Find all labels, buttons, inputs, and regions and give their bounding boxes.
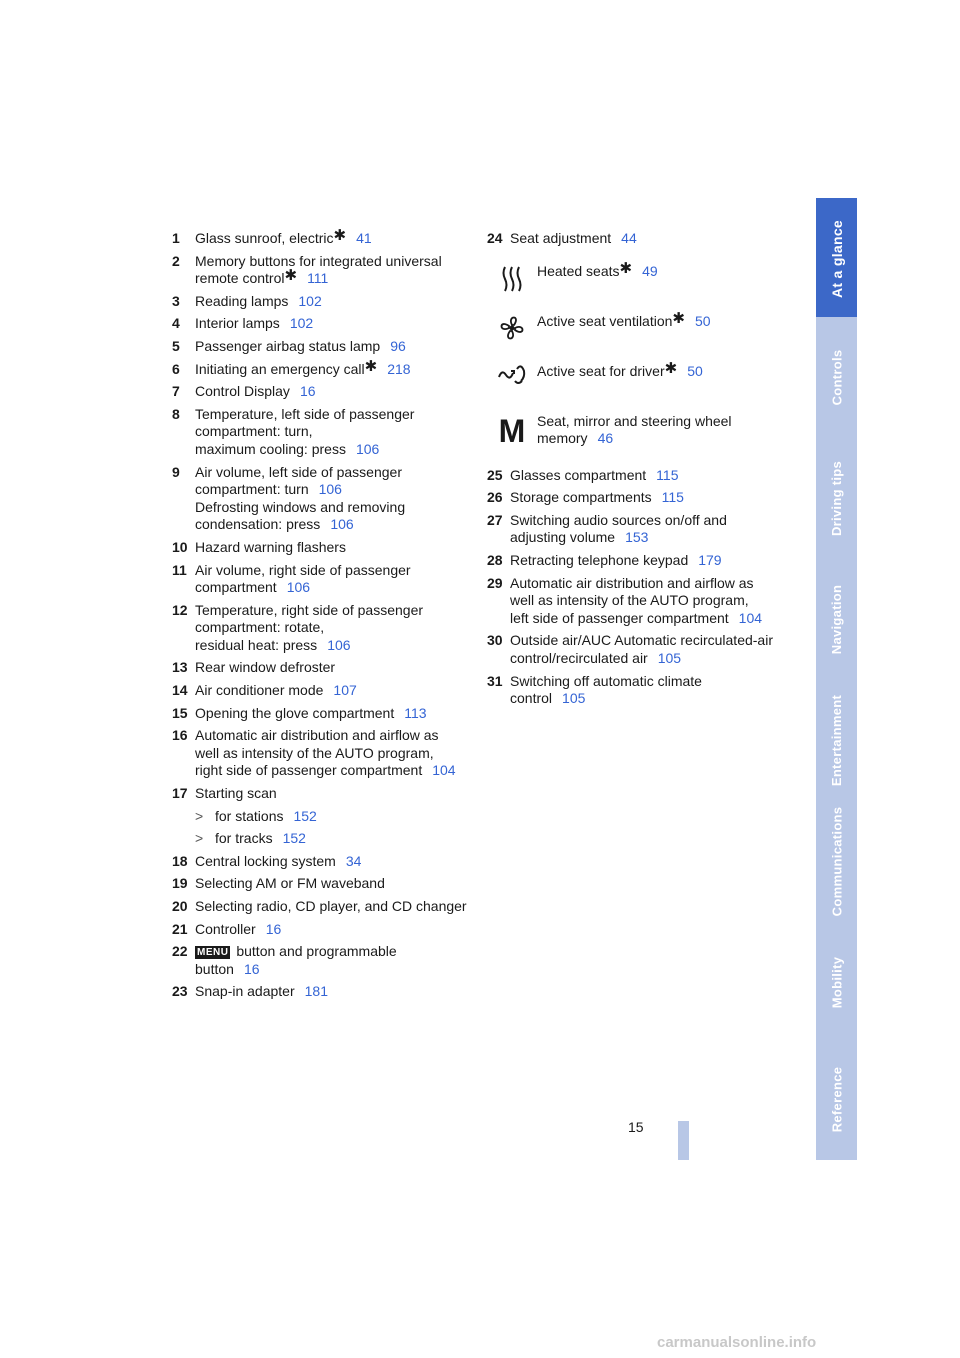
list-item: [172, 383, 472, 401]
item-line: Air volume, left side of passenger: [195, 463, 402, 480]
item-number: 3: [172, 292, 180, 309]
feature-text: Active seat for driver: [537, 362, 665, 379]
page-marker-bar: [678, 1121, 689, 1160]
item-line: compartment: rotate,: [195, 619, 325, 636]
page-ref-link[interactable]: 179: [698, 551, 722, 568]
item-line: Switching audio sources on/off and: [510, 511, 727, 528]
list-item: [172, 562, 472, 597]
list-item: [172, 875, 472, 893]
page-ref-link[interactable]: 115: [656, 466, 679, 483]
item-line: control/recirculated air: [510, 649, 648, 666]
page-ref-link[interactable]: 96: [390, 337, 406, 354]
list-item: [172, 943, 472, 978]
item-text: Glass sunroof, electric: [195, 230, 334, 246]
item-number: 17: [172, 785, 188, 802]
page-ref-link[interactable]: 152: [293, 807, 317, 824]
item-number: 18: [172, 852, 188, 869]
page-ref-link[interactable]: 46: [597, 430, 614, 447]
tab-at-a-glance[interactable]: [816, 198, 857, 319]
item-line: right side of passenger compartment: [195, 762, 423, 779]
item-number: 10: [172, 538, 188, 555]
right-column: [487, 230, 787, 713]
item-line: adjusting volume: [510, 529, 616, 546]
page-ref-link[interactable]: 44: [621, 230, 637, 246]
tab-controls[interactable]: [816, 317, 857, 438]
tab-mobility[interactable]: [816, 922, 857, 1043]
item-line: Outside air/AUC Automatic recirculated-air: [510, 632, 773, 649]
item-text: Seat adjustment: [510, 230, 612, 246]
list-item: [172, 682, 472, 700]
list-item: [172, 659, 472, 677]
item-number: 19: [172, 875, 188, 892]
item-number: 4: [172, 315, 180, 332]
page-ref-link[interactable]: 16: [243, 960, 260, 977]
list-item: [172, 338, 472, 356]
tab-label: Reference: [829, 1066, 845, 1133]
page-ref-link[interactable]: 49: [642, 262, 658, 279]
list-item: [172, 406, 472, 459]
list-item: [172, 539, 472, 557]
tab-label: Driving tips: [829, 460, 845, 537]
page-ref-link[interactable]: 181: [304, 983, 328, 1000]
list-item: [487, 489, 787, 507]
item-number: 13: [172, 659, 188, 676]
list-item: [487, 512, 787, 547]
item-line: button and programmable: [232, 943, 397, 960]
list-item: [487, 230, 787, 248]
page-ref-link[interactable]: 104: [432, 762, 456, 779]
page-ref-link[interactable]: 106: [318, 481, 342, 498]
feature-line: memory: [537, 430, 588, 447]
sub-list-item: [195, 808, 472, 826]
item-line: condensation: press: [195, 516, 321, 533]
seat-ventilation-icon: [487, 309, 537, 359]
item-number: 24: [487, 230, 503, 246]
item-line: Air volume, right side of passenger: [195, 561, 411, 578]
item-line: Automatic air distribution and airflow as: [510, 574, 754, 591]
memory-m-icon: M: [498, 412, 526, 449]
item-text: Control Display: [195, 383, 290, 400]
page-ref-link[interactable]: 107: [333, 682, 357, 699]
item-text: Initiating an emergency call: [195, 360, 365, 377]
item-number: 1: [172, 230, 180, 246]
item-number: 23: [172, 983, 188, 1000]
page-ref-link[interactable]: 115: [661, 489, 684, 506]
list-item: [172, 898, 472, 916]
bullet-icon: >: [195, 807, 204, 824]
page-ref-link[interactable]: 16: [265, 920, 282, 937]
item-number: 7: [172, 383, 180, 400]
item-text: for stations: [215, 807, 284, 824]
item-text: Controller: [195, 920, 256, 937]
seat-feature-row: [487, 359, 787, 409]
page-ref-link[interactable]: 102: [289, 315, 314, 332]
page-number: 15: [628, 1119, 644, 1135]
page-ref-link[interactable]: 102: [298, 292, 322, 309]
option-asterisk-icon: ✱: [333, 227, 347, 244]
tab-driving-tips[interactable]: [816, 438, 857, 559]
option-asterisk-icon: ✱: [672, 309, 685, 327]
item-line: control: [510, 690, 553, 707]
list-item: [172, 921, 472, 939]
tab-entertainment[interactable]: [816, 680, 857, 801]
left-column: [172, 227, 472, 1006]
sub-list-item: [195, 830, 472, 848]
page-ref-link[interactable]: 50: [687, 362, 703, 379]
page-ref-link[interactable]: 105: [562, 690, 586, 707]
item-number: 12: [172, 601, 188, 618]
seat-feature-row: [487, 309, 787, 359]
bullet-icon: >: [195, 830, 204, 847]
tab-communications[interactable]: [816, 801, 857, 922]
page-ref-link[interactable]: 218: [387, 360, 411, 377]
item-text: for tracks: [215, 830, 273, 847]
item-number: 26: [487, 489, 503, 506]
item-line: button: [195, 960, 234, 977]
item-line: well as intensity of the AUTO program,: [195, 744, 434, 761]
item-text: Central locking system: [195, 852, 336, 869]
list-item: [487, 673, 787, 708]
item-number: 31: [487, 672, 503, 689]
tab-label: Navigation: [829, 584, 844, 655]
list-item: [172, 464, 472, 534]
item-text: Hazard warning flashers: [195, 538, 346, 555]
item-number: 14: [172, 682, 188, 699]
item-number: 29: [487, 574, 503, 591]
item-number: 8: [172, 405, 180, 422]
item-line: compartment: [195, 579, 277, 596]
tab-navigation[interactable]: [816, 559, 857, 680]
item-text: Snap-in adapter: [195, 983, 295, 1000]
item-line: left side of passenger compartment: [510, 609, 729, 626]
page-ref-link[interactable]: 106: [355, 440, 380, 457]
item-number: 6: [172, 360, 180, 377]
item-line: Temperature, left side of passenger: [195, 405, 415, 422]
seat-feature-row: [487, 253, 787, 309]
item-line: maximum cooling: press: [195, 440, 346, 457]
item-text: Air conditioner mode: [195, 682, 324, 699]
item-text: Passenger airbag status lamp: [195, 337, 381, 354]
item-number: 22: [172, 943, 188, 960]
item-number: 20: [172, 898, 188, 914]
list-item: [172, 853, 472, 871]
list-item: [172, 315, 472, 333]
item-number: 5: [172, 337, 180, 354]
list-item: [172, 253, 472, 288]
tab-reference[interactable]: [816, 1039, 857, 1160]
page-ref-link[interactable]: 41: [356, 230, 372, 246]
item-text: Retracting telephone keypad: [510, 551, 689, 568]
tab-label: Mobility: [829, 956, 845, 1009]
list-item: [172, 293, 472, 311]
item-text: Starting scan: [195, 785, 277, 802]
item-text: Storage compartments: [510, 489, 652, 506]
item-line: well as intensity of the AUTO program,: [510, 592, 749, 609]
list-item: [172, 357, 472, 379]
item-number: 15: [172, 704, 188, 721]
item-text: Reading lamps: [195, 292, 289, 309]
item-text: Interior lamps: [195, 315, 280, 332]
list-item: [487, 575, 787, 628]
item-number: 27: [487, 511, 503, 528]
list-item: [487, 632, 787, 667]
menu-button-icon: MENU: [197, 947, 229, 959]
option-asterisk-icon: ✱: [284, 267, 298, 285]
item-number: 30: [487, 632, 503, 649]
active-seat-icon: [487, 359, 537, 409]
item-line: residual heat: press: [195, 636, 318, 653]
list-item: [172, 227, 472, 248]
page-ref-link[interactable]: 104: [738, 609, 763, 626]
feature-text: Heated seats: [537, 262, 620, 279]
page-ref-link[interactable]: 152: [282, 830, 306, 847]
page-ref-link[interactable]: 111: [307, 270, 329, 287]
item-number: 28: [487, 551, 503, 568]
item-number: 21: [172, 920, 188, 937]
item-text: Glasses compartment: [510, 466, 647, 483]
item-number: 9: [172, 463, 180, 480]
item-line: Defrosting windows and removing: [195, 498, 406, 515]
list-item: [172, 983, 472, 1001]
page-ref-link[interactable]: 34: [345, 852, 362, 869]
page-ref-link[interactable]: 106: [330, 516, 354, 533]
item-number: 25: [487, 466, 503, 483]
tab-label: Communications: [829, 806, 844, 917]
seat-feature-row: [487, 409, 787, 459]
item-line: Switching off automatic climate: [510, 672, 702, 689]
list-item: [172, 705, 472, 723]
item-text: Opening the glove compartment: [195, 704, 395, 721]
list-item: [487, 552, 787, 570]
heated-seats-icon: [487, 259, 537, 309]
option-asterisk-icon: ✱: [664, 359, 678, 377]
item-text: Memory buttons for integrated universal remote control: [195, 252, 442, 287]
item-text: Rear window defroster: [195, 659, 336, 676]
item-line: Automatic air distribution and airflow as: [195, 727, 439, 744]
chapter-sidebar: [816, 198, 857, 1160]
item-text: Selecting radio, CD player, and CD changer: [195, 898, 467, 914]
footer-watermark: carmanualsonline.info: [657, 1334, 817, 1351]
page-ref-link[interactable]: 16: [299, 383, 316, 400]
item-text: Selecting AM or FM waveband: [195, 875, 385, 892]
item-line: compartment: turn: [195, 481, 309, 498]
item-line: compartment: turn,: [195, 423, 313, 440]
option-asterisk-icon: ✱: [619, 259, 633, 277]
item-number: 16: [172, 727, 188, 744]
list-item: [172, 785, 472, 803]
page-ref-link[interactable]: 106: [286, 579, 311, 596]
item-number: 2: [172, 252, 180, 269]
item-number: 11: [172, 561, 187, 578]
list-item: [172, 727, 472, 780]
page-ref-link[interactable]: 105: [657, 649, 682, 666]
option-asterisk-icon: ✱: [364, 357, 378, 375]
feature-line: Seat, mirror and steering wheel: [537, 412, 732, 429]
feature-text: Active seat ventilation: [537, 312, 673, 329]
page-ref-link[interactable]: 113: [404, 704, 427, 721]
item-line: Temperature, right side of passenger: [195, 601, 424, 618]
page-ref-link[interactable]: 106: [327, 636, 351, 653]
tab-label: At a glance: [828, 219, 845, 298]
list-item: [487, 467, 787, 485]
page-ref-link[interactable]: 153: [625, 529, 649, 546]
list-item: [172, 602, 472, 655]
page-ref-link[interactable]: 50: [694, 312, 711, 329]
tab-label: Controls: [829, 349, 844, 406]
tab-label: Entertainment: [829, 694, 844, 787]
